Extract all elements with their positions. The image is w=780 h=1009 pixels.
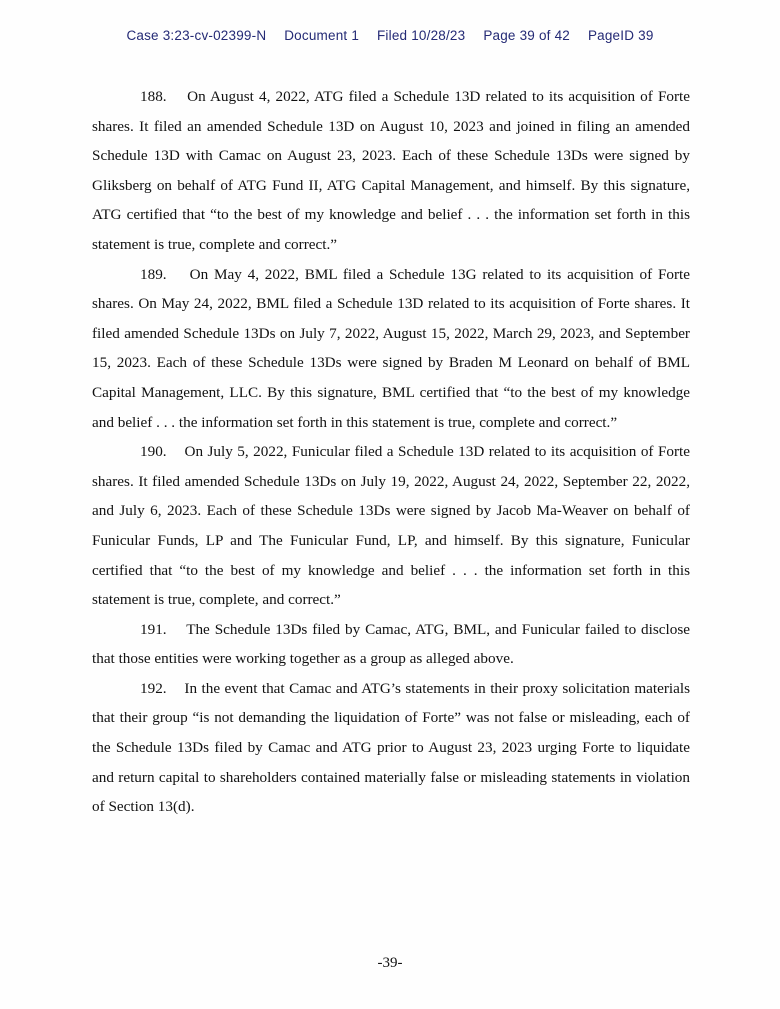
paragraph-192-number: 192. (140, 679, 167, 697)
header-document-number: Document 1 (284, 28, 360, 43)
paragraph-192-text: In the event that Camac and ATG’s statements in their proxy solicitation materials that their group “is not demanding the liquidation of Forte” was not false or misleading, each of the Schedule 13Ds filed by Camac and ATG prior to August 23, 2023 urging Forte to liquidate and return capital to shareholders contained materially false or misleading statements in violation of Section 13(d). (92, 679, 691, 816)
paragraph-189 (92, 260, 690, 438)
paragraph-190-number: 190. (140, 443, 167, 461)
paragraph-192 (92, 674, 690, 822)
paragraph-188-number: 188. (140, 88, 167, 105)
paragraph-189-text: On May 4, 2022, BML filed a Schedule 13G related to its acquisition of Forte shares. On May 24, 2022, BML filed a Schedule 13D related to its acquisition of Forte shares. It filed amended Schedule 13Ds on July 7, 2022, August 15, 2022, March 29, 2023, and September 15, 2023. Each of these Schedule 13Ds were signed by Braden M Leonard on behalf of BML Capital Management, LLC. By this signature, BML certified that “to the best of my knowledge and belief . . . the information set forth in this statement is true, complete and correct.” (92, 265, 691, 431)
paragraph-191-number: 191. (140, 620, 167, 638)
court-filing-header-stamp (0, 28, 780, 43)
header-filed-date: Filed 10/28/23 (376, 28, 466, 43)
paragraph-190 (92, 437, 690, 615)
header-pageid: PageID 39 (587, 28, 654, 43)
paragraph-188 (92, 82, 690, 260)
paragraph-191 (92, 615, 690, 674)
paragraph-190-text: On July 5, 2022, Funicular filed a Schedule 13D related to its acquisition of Forte shares. It filed amended Schedule 13Ds on July 19, 2022, August 24, 2022, September 22, 2022, and July 6, 2023. Each of these Schedule 13Ds were signed by Jacob Ma-Weaver on behalf of Funicular Funds, LP and The Funicular Fund, LP, and himself. By this signature, Funicular certified that “to the best of my knowledge and belief . . . the information set forth in this statement is true, complete, and correct.” (92, 443, 690, 609)
paragraph-189-number: 189. (140, 265, 167, 283)
document-body (92, 82, 690, 822)
header-page-of: Page 39 of 42 (483, 28, 570, 43)
paragraph-188-text: On August 4, 2022, ATG filed a Schedule 13D related to its acquisition of Forte shares. It filed an amended Schedule 13D on August 10, 2023 and joined in filing an amended Schedule 13D with Camac on August 23, 2023. Each of these Schedule 13Ds were signed by Gliksberg on behalf of ATG Fund II, ATG Capital Management, and himself. By this signature, ATG certified that “to the best of my knowledge and belief . . . the information set forth in this statement is true, complete and correct.” (92, 88, 691, 253)
paragraph-191-text: The Schedule 13Ds filed by Camac, ATG, BML, and Funicular failed to disclose that those entities were working together as a group as alleged above. (92, 620, 690, 668)
page-number-footer: -39- (377, 955, 403, 971)
header-case-number: Case 3:23-cv-02399-N (126, 28, 267, 43)
